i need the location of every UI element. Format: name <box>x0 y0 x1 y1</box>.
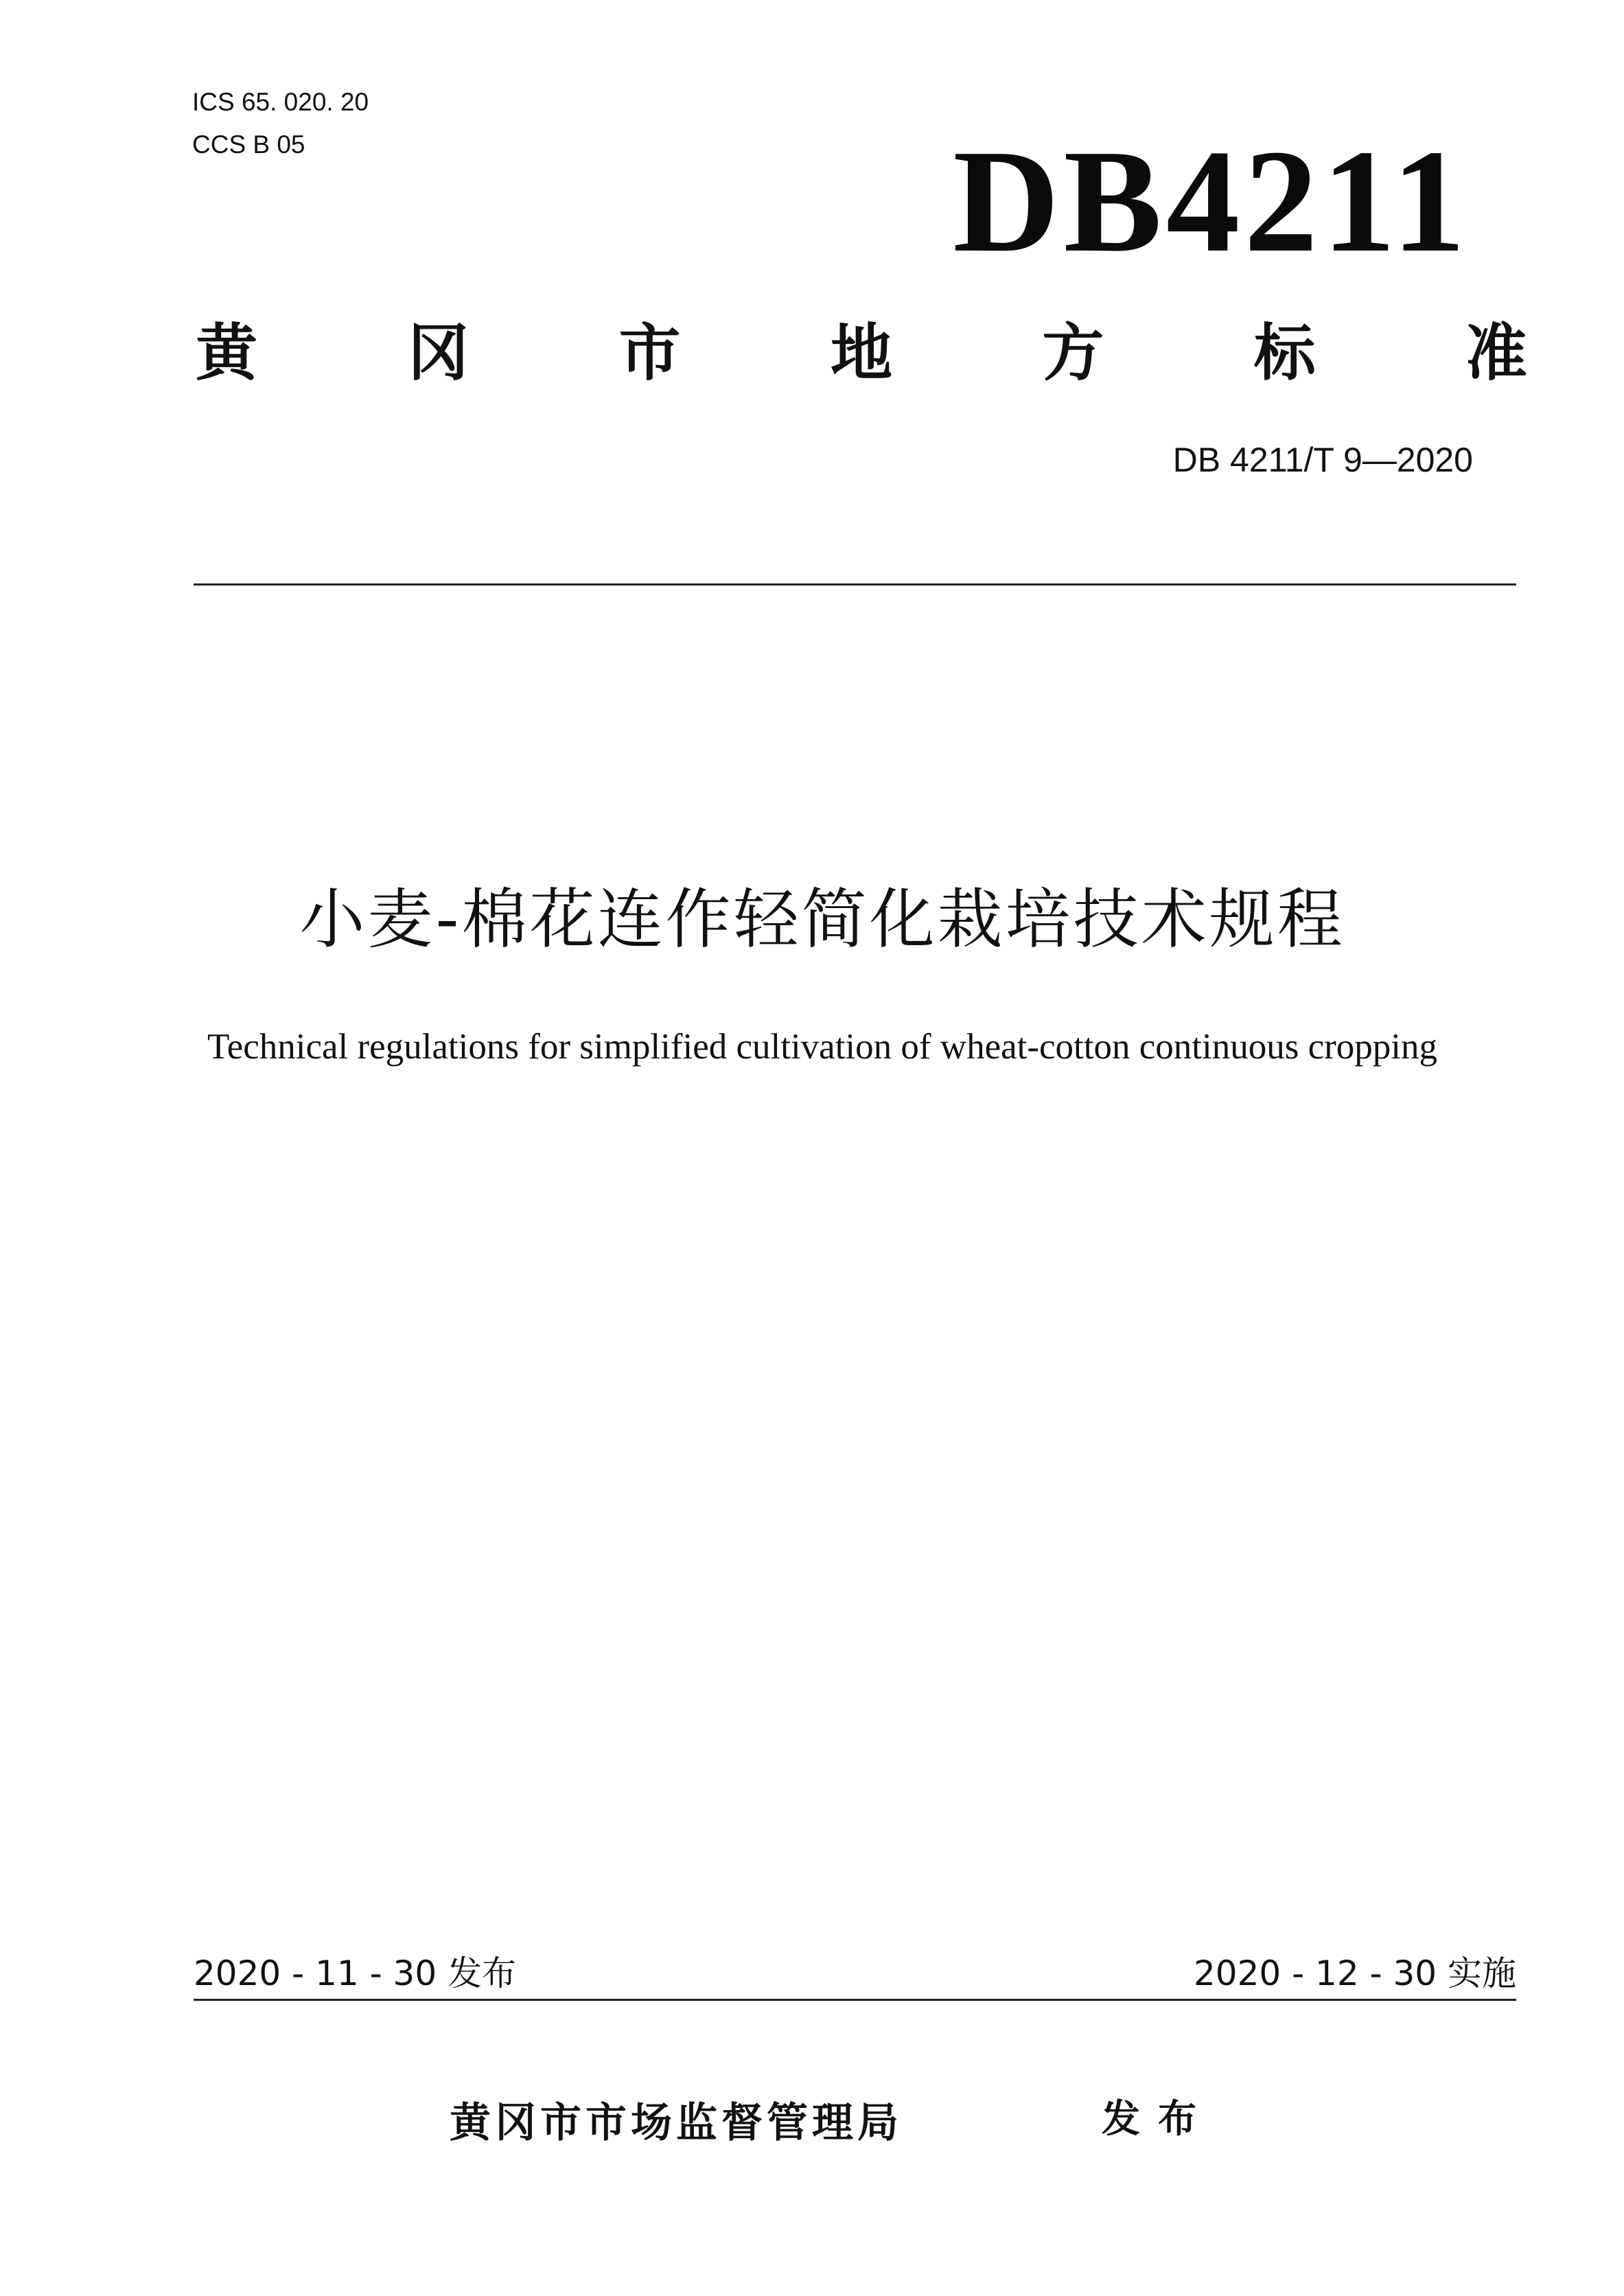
standard-type-char: 方 <box>1042 317 1104 389</box>
standard-type-heading <box>196 316 1527 391</box>
standard-type-char: 市 <box>618 317 681 389</box>
standard-type-char: 标 <box>1253 317 1316 389</box>
standard-type-char: 地 <box>830 317 892 389</box>
issuing-authority: 黄冈市市场监督管理局 <box>450 2099 903 2147</box>
effective-date: 2020 - 12 - 30 实施 <box>1193 1953 1516 1993</box>
standard-logo: DB4211 <box>953 119 1470 283</box>
standard-type-char: 冈 <box>407 317 469 389</box>
standard-type-char: 黄 <box>196 317 257 389</box>
title-chinese: 小麦-棉花连作轻简化栽培技术规程 <box>299 882 1345 958</box>
title-english: Technical regulations for simplified cultivation of wheat-cotton continuous cropping <box>207 1027 1437 1067</box>
ccs-code: CCS B 05 <box>192 130 305 159</box>
classification-codes <box>192 81 369 166</box>
standard-number: DB 4211/T 9—2020 <box>1172 441 1473 479</box>
bottom-divider <box>194 1999 1516 2001</box>
standard-type-char: 准 <box>1465 317 1527 389</box>
issue-date: 2020 - 11 - 30 发布 <box>194 1953 517 1993</box>
publish-label: 发布 <box>1102 2097 1214 2142</box>
ics-code: ICS 65. 020. 20 <box>192 88 369 116</box>
top-divider <box>194 583 1516 585</box>
